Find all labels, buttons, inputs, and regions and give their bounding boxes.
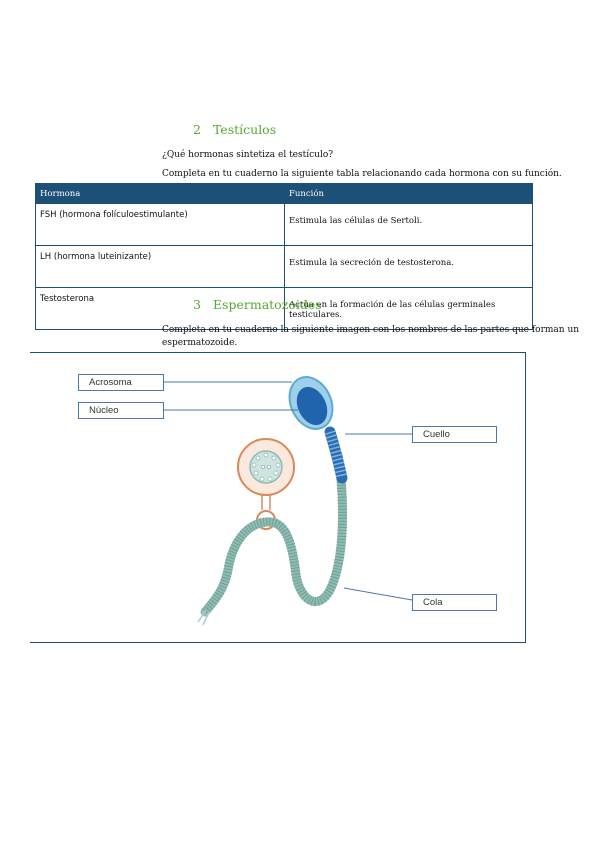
section-number: 2 [193,122,201,137]
label-nucleo: Núcleo [78,402,164,419]
table-instruction: Completa en tu cuaderno la siguiente tabla relacionando cada hormona con su función. [162,169,562,179]
function-cell: Estimula la secreción de testosterona. [285,246,533,288]
hormone-cell: LH (hormona luteinizante) [36,246,285,288]
header-hormona: Hormona [36,184,285,204]
hormone-cell: FSH (hormona folículoestimulante) [36,204,285,246]
header-funcion: Función [285,184,533,204]
function-cell: Actúa en la formación de las células germinales testiculares. [285,288,533,330]
figure-instruction-line2: espermatozoide. [162,338,238,348]
section-title: Testículos [212,122,277,137]
label-cola: Cola [412,594,497,611]
label-acrosoma: Acrosoma [78,374,164,391]
function-cell: Estimula las células de Sertoli. [285,204,533,246]
label-cuello: Cuello [412,426,497,443]
figure-instruction-line1: Completa en tu cuaderno la siguiente imagen con los nombres de las partes que forman un [162,325,580,335]
hormone-cell: Testosterona [36,288,285,330]
section-number: 3 [193,297,201,312]
section-title: Espermatozoides [212,297,322,312]
question-text: ¿Qué hormonas sintetiza el testículo? [162,150,334,160]
diagram-background [165,368,387,628]
